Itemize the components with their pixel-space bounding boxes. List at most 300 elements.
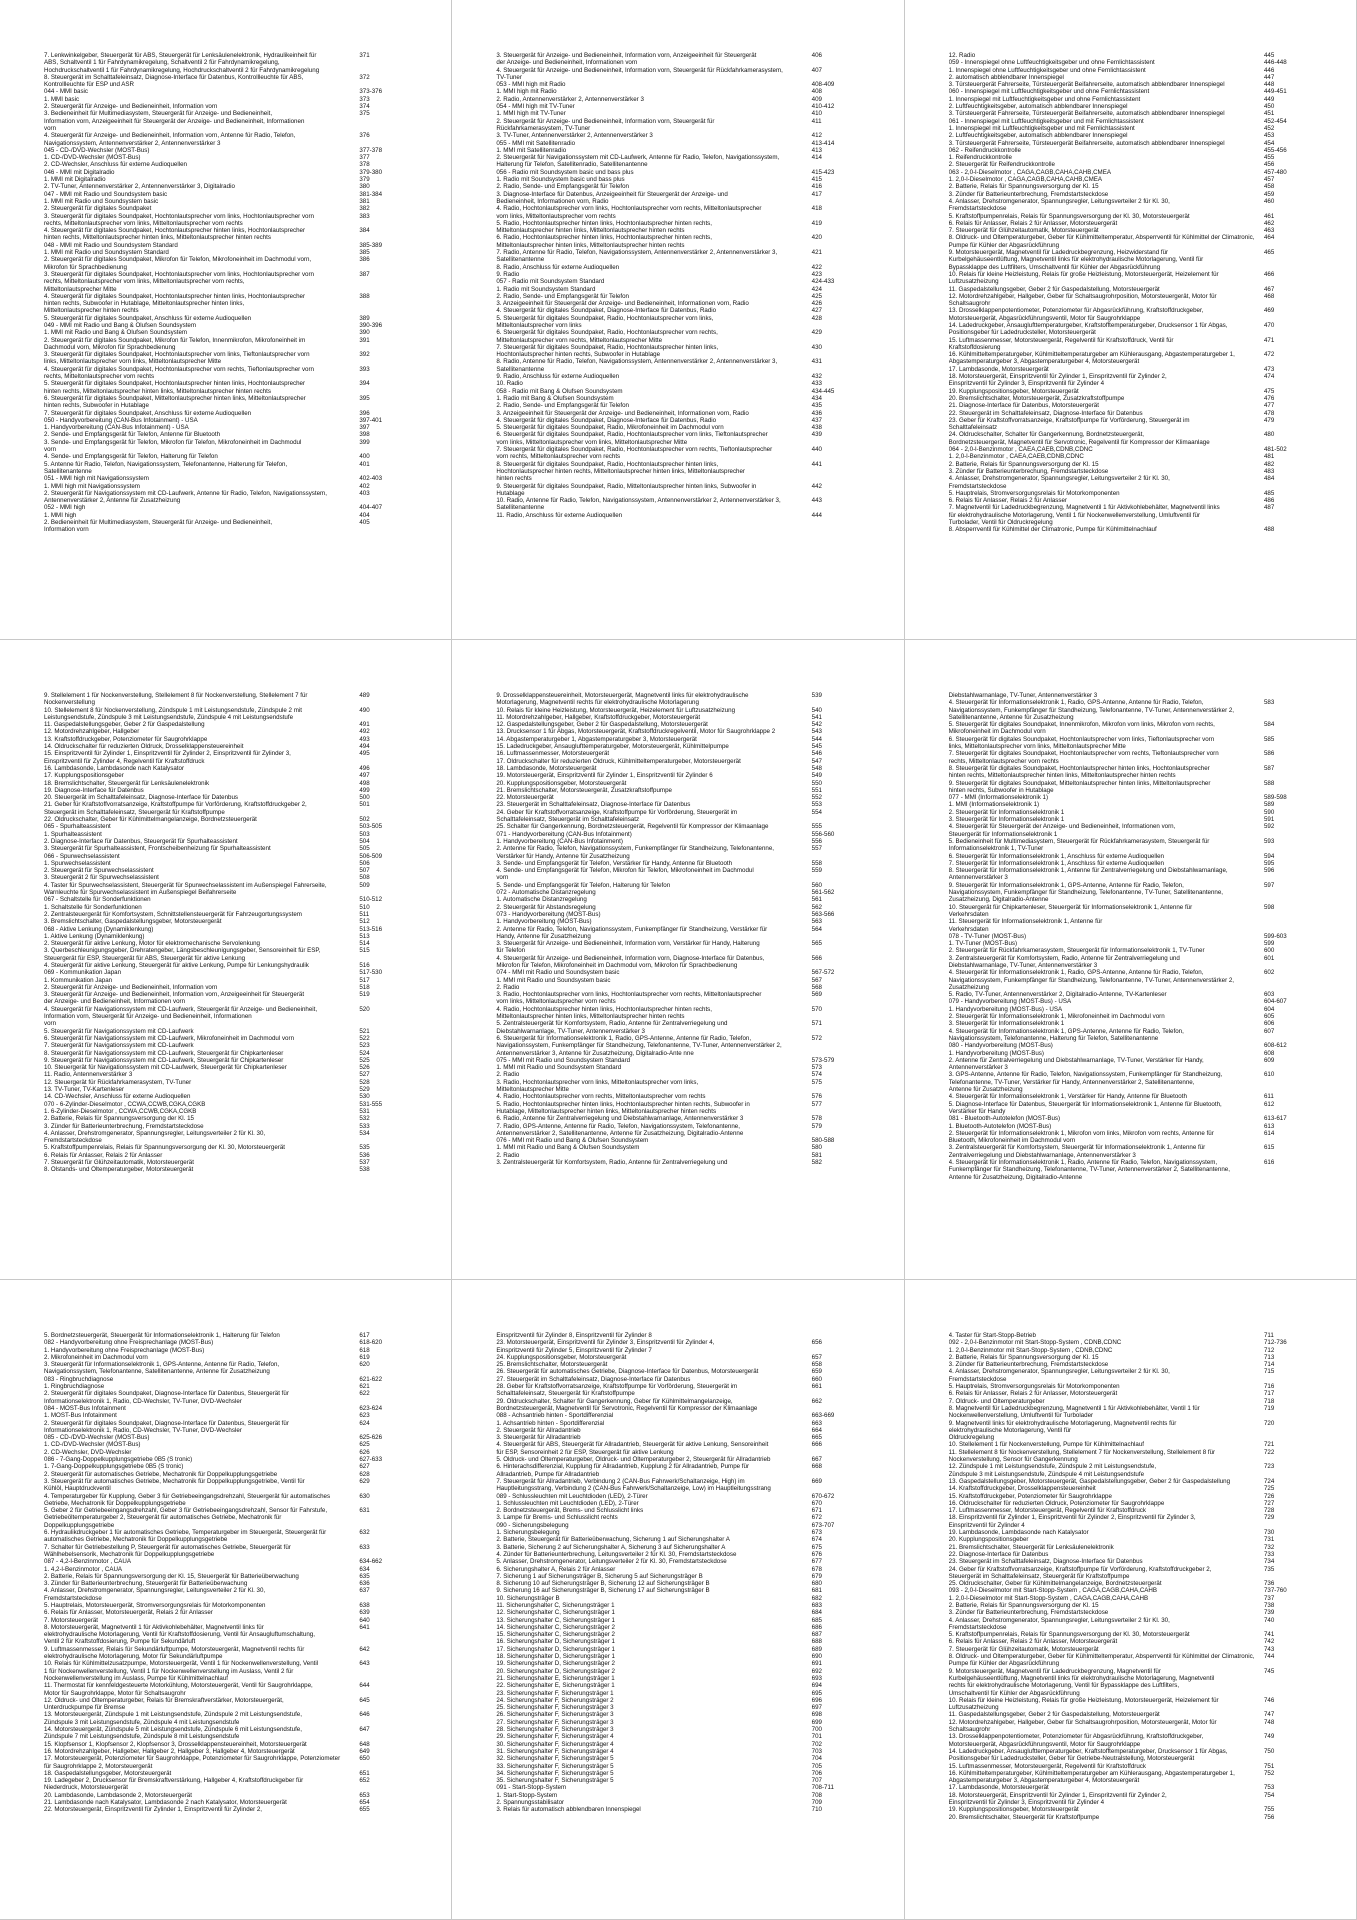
index-entry <box>496 1485 863 1492</box>
index-entry <box>496 1006 863 1013</box>
index-entry <box>44 984 411 991</box>
entry-page-number: 451 <box>1263 110 1275 118</box>
index-entry <box>949 1624 1316 1631</box>
entry-title: 23. Sicherungshalter F, Sicherungsträger 1 <box>496 1689 614 1697</box>
entry-page-number <box>1258 918 1316 925</box>
index-entry <box>949 242 1316 249</box>
entry-title: 1. Innenspiegel mit Luftfeuchtigkeitsgeber und ohne Fernlichtassistent <box>948 95 1141 103</box>
index-entry <box>44 1412 411 1419</box>
index-entry <box>496 1500 863 1507</box>
entry-page-number: 418 <box>811 205 822 213</box>
index-entry <box>949 81 1316 88</box>
entry-title: 050 - Handyvorbereitung (CAN-Bus Infotainment) - USA <box>44 416 198 424</box>
index-entry <box>496 67 863 74</box>
entry-page-number: 633 <box>359 1543 370 1551</box>
entry-page-number <box>806 322 864 329</box>
entry-page-number <box>806 439 864 446</box>
entry-title: 15. Klopfsensor 1, Klopfsensor 2, Klopfsensor 3, Drosselklappensteuereinheit, Motorsteuergerät <box>44 1740 307 1748</box>
entry-page-number: 637 <box>359 1587 370 1595</box>
entry-title: 19. Diagnose-Interface für Datenbus <box>44 786 144 794</box>
entry-page-number: 546 <box>811 750 822 758</box>
entry-title: Einspritzventil für Zylinder 8, Einspritzventil für Zylinder 8 <box>496 1332 652 1339</box>
index-entry <box>949 1777 1316 1784</box>
index-entry <box>496 1558 863 1565</box>
entry-title: 20. Lambdasonde, Lambdasonde 2, Motorsteuergerät <box>44 1791 192 1799</box>
index-entry <box>949 1101 1316 1108</box>
index-entry <box>44 380 411 387</box>
entry-page-number <box>1258 707 1316 714</box>
entry-title: 3. GPS-Antenne, Antenne für Radio, Telefon, Navigationssystem, Funkempfänger für Standheizung, <box>948 1071 1223 1079</box>
entry-page-number: 377 <box>359 154 370 162</box>
index-entry <box>44 1013 411 1020</box>
entry-page-number: 507 <box>359 867 370 875</box>
entry-page-number: 385-389 <box>359 241 383 249</box>
entry-title: 17. Lambdasonde, Motorsteuergerät <box>948 1784 1049 1792</box>
index-entry <box>496 213 863 220</box>
entry-page-number <box>353 67 411 74</box>
index-entry <box>44 264 411 271</box>
entry-page-number: 676 <box>811 1550 822 1558</box>
index-entry <box>496 1123 863 1130</box>
entry-page-number: 738 <box>1263 1601 1275 1609</box>
entry-page-number: 723 <box>1263 1463 1275 1471</box>
entry-page-number <box>1258 692 1316 699</box>
index-entry <box>44 103 411 110</box>
index-entry <box>496 1573 863 1580</box>
entry-title: 1. MMI high mit Navigationssystem <box>44 482 140 490</box>
index-entry <box>496 1544 863 1551</box>
entry-title: 6. Relais für Anlasser, Relais 2 für Anlasser, Motorsteuergerät <box>948 1638 1118 1646</box>
index-entry <box>949 110 1316 117</box>
index-entry <box>44 1690 411 1697</box>
entry-title: Satellitenantenne <box>496 256 545 264</box>
entry-title: Fremdstartsteckdose <box>948 205 1007 213</box>
entry-page-number: 478 <box>1263 409 1275 417</box>
index-entry <box>44 519 411 526</box>
entry-title: 3. Steuergerät für digitales Soundpaket, Hochtonlautsprecher vorn links, Hochtonlautsprecher vorn <box>44 270 314 278</box>
entry-title: 4. Steuergerät für digitales Soundpaket, Diagnose-Interface für Datenbus, Radio <box>496 416 717 424</box>
index-entry <box>44 794 411 801</box>
entry-title: 8. Ölstands- und Öltemperaturgeber, Motorsteuergerät <box>44 1166 194 1174</box>
entry-title: 8. Steuergerät für digitales Soundpaket, Radio, Hochtonlautsprecher hinten links, <box>496 460 719 468</box>
entry-page-number: 669 <box>811 1477 822 1485</box>
index-entry <box>496 1514 863 1521</box>
entry-page-number <box>806 1042 864 1049</box>
entry-page-number <box>1258 831 1316 838</box>
entry-page-number: 734 <box>1263 1558 1275 1566</box>
entry-title: 9. Stellelement 1 für Nockenverstellung, Stellelement 8 für Nockenverstellung, Stellelement 7 für <box>44 692 308 699</box>
index-entry <box>949 750 1316 757</box>
index-entry <box>496 1449 863 1456</box>
index-entry <box>949 721 1316 728</box>
entry-page-number: 387 <box>359 270 370 278</box>
index-entry <box>949 504 1316 511</box>
index-entry <box>44 1595 411 1602</box>
entry-title: 5. Radio, Hochtonlautsprecher hinten links, Hochtonlautsprecher hinten rechts, Subwoofer in <box>496 1100 750 1108</box>
entry-title: 15. Luftmassenmesser, Motorsteuergerät, Regelventil für Kraftstoffdruck <box>948 1762 1146 1770</box>
entry-title: 10. Stellelement 1 für Nockenverstellung, Pumpe für Kühlmittelnachlauf <box>948 1441 1145 1449</box>
entry-title: Kontrollleuchte für ESP und ASR <box>44 81 135 89</box>
index-entry <box>44 118 411 125</box>
entry-page-number <box>806 1130 864 1137</box>
index-entry <box>949 483 1316 490</box>
index-entry <box>496 344 863 351</box>
index-entry <box>44 831 411 838</box>
entry-page-number: 699 <box>811 1718 822 1726</box>
entry-page-number <box>1258 1704 1316 1711</box>
entry-title: 4. Steuergerät für Steuergerät der Anzeige- und Bedieneinheit, Informationen vorn, <box>948 823 1176 831</box>
entry-title: Leistungsendstufe, Zündspule 3 mit Leistungsendstufe, Zündspule 4 mit Leistungsendstufe <box>44 713 294 721</box>
entry-title: 2. Steuergerät für Informationselektronik 1, Mikrofoneinheit im Dachmodul vorn <box>948 1013 1165 1021</box>
index-entry <box>496 118 863 125</box>
entry-title: 2. Sende- und Empfangsgerät für Telefon, Antenne für Bluetooth <box>44 431 221 439</box>
index-entry <box>496 1152 863 1159</box>
entry-title: 2. Steuergerät für Anzeige- und Bedieneinheit, Information vorn <box>44 103 218 111</box>
entry-page-number <box>353 1522 411 1529</box>
entry-title: 5. Hauptrelais, Stromversorgungsrelais für Motorkomponenten <box>948 489 1120 497</box>
entry-title: 078 - TV-Tuner (MOST-Bus) <box>948 932 1027 940</box>
entry-page-number: 390 <box>359 329 370 337</box>
entry-page-number: 452 <box>1263 124 1275 132</box>
entry-page-number: 374 <box>359 103 370 111</box>
entry-page-number: 687 <box>811 1631 822 1639</box>
entry-page-number <box>353 81 411 88</box>
entry-title: Schalttafeleinsatz, Steuergerät für Kraftstoffpumpe <box>496 1390 635 1398</box>
entry-page-number: 402 <box>359 482 370 490</box>
entry-title: 4. Steuergerät für Navigationssystem mit CD-Laufwerk, Steuergerät für Anzeige- und Bedieneinheit, <box>44 1005 318 1013</box>
entry-title: 12. Radio <box>948 52 976 59</box>
entry-page-number: 541 <box>811 713 822 721</box>
index-page <box>905 0 1357 640</box>
entry-page-number: 526 <box>359 1064 370 1072</box>
index-entry <box>496 780 863 787</box>
entry-title: 056 - Radio mit Soundsystem basic und bass plus <box>496 168 634 176</box>
entry-page-number: 635 <box>359 1572 370 1580</box>
entry-page-number: 650 <box>359 1755 370 1763</box>
index-entry <box>44 271 411 278</box>
index-entry <box>44 388 411 395</box>
index-entry <box>949 1675 1316 1682</box>
entry-page-number: 415 <box>811 176 822 184</box>
entry-page-number <box>1258 1086 1316 1093</box>
index-entry <box>949 955 1316 962</box>
entry-title: 18. Lambdasonde, Motorsteuergerät <box>496 764 597 772</box>
entry-page-number <box>806 1347 864 1354</box>
entry-title: 045 - CD-/DVD-Wechsler (MOST-Bus) <box>44 146 150 154</box>
index-entry <box>44 1028 411 1035</box>
index-entry <box>44 707 411 714</box>
index-entry <box>496 1675 863 1682</box>
entry-title: 24. Sicherungshalter F, Sicherungsträger 2 <box>496 1696 614 1704</box>
entry-title: für Saugrohrklappe 2, Motorsteuergerät <box>44 1762 153 1770</box>
entry-page-number: 421 <box>811 249 822 257</box>
index-entry <box>44 1471 411 1478</box>
entry-page-number: 502 <box>359 816 370 824</box>
entry-title: links, Mitteltonlautsprecher vorn links, Mitteltonlautsprecher Mitte <box>948 743 1126 751</box>
entry-page-number <box>353 889 411 896</box>
entry-page-number <box>353 344 411 351</box>
entry-page-number: 609 <box>1263 1056 1275 1064</box>
entry-title: 5. Hauptrelais, Motorsteuergerät, Stromversorgungsrelais für Motorkomponenten <box>44 1601 266 1609</box>
index-entry <box>949 67 1316 74</box>
entry-page-number: 434 <box>811 394 822 402</box>
entry-title: 4. Radio, Hochtonlautsprecher hinten links, Hochtonlautsprecher hinten rechts, <box>496 1005 712 1013</box>
entry-page-number: 706 <box>811 1769 822 1777</box>
entry-page-number: 529 <box>359 1086 370 1094</box>
entry-page-number: 568 <box>811 983 822 991</box>
entry-page-number: 716 <box>1263 1383 1275 1391</box>
entry-title: 5. Steuergerät für digitales Soundpaket, Hochtonlautsprecher hinten links, Hochtonlautsprecher <box>44 380 306 388</box>
entry-title: 1. MMI high mit Radio <box>496 88 557 96</box>
entry-title: 13. Motorsteuergerät, Zündspule 1 mit Leistungsendstufe, Zündspule 2 mit Leistungsendstufe, <box>44 1711 302 1719</box>
entry-title: Hochdruckschaltventil 1 für Fahrdynamikregelung, Hochdruckschaltventil 2 für Fahrdynamikregelung <box>44 66 320 74</box>
entry-title: 3. Steuergerät für digitales Soundpaket, Hochtonlautsprecher vorn links, Tieftonlautsprecher vorn <box>44 351 310 359</box>
entry-title: 14. CD-Wechsler, Anschluss für externe Audioquellen <box>44 1093 191 1101</box>
entry-title: 15. Sicherungshalter C, Sicherungsträger 2 <box>496 1631 615 1639</box>
index-entry <box>949 1086 1316 1093</box>
index-entry <box>44 431 411 438</box>
index-entry <box>496 1595 863 1602</box>
index-entry <box>44 962 411 969</box>
entry-page-number: 562 <box>811 903 822 911</box>
index-entry <box>496 1668 863 1675</box>
entry-page-number: 420 <box>811 234 822 242</box>
entry-page-number: 550 <box>811 779 822 787</box>
entry-title: 31. Sicherungshalter F, Sicherungsträger 4 <box>496 1747 614 1755</box>
entry-title: 20. Sicherungshalter D, Sicherungsträger 2 <box>496 1667 615 1675</box>
entry-page-number: 504 <box>359 837 370 845</box>
entry-page-number: 396 <box>359 409 370 417</box>
entry-title: 6. Hydraulikdruckgeber 1 für automatisches Getriebe, Temperaturgeber im Steuergerät, Steuergerät für <box>44 1529 327 1537</box>
entry-title: 8. Steuergerät für Informationselektronik 1, Antenne für Zentralverriegelung und Diebstahlwarnanlage, <box>948 867 1228 875</box>
index-entry <box>949 329 1316 336</box>
entry-page-number: 493 <box>359 735 370 743</box>
index-entry <box>496 1617 863 1624</box>
index-entry <box>949 1130 1316 1137</box>
index-entry <box>44 1631 411 1638</box>
index-entry <box>949 1799 1316 1806</box>
entry-page-number: 618-620 <box>359 1339 383 1347</box>
index-entry <box>496 256 863 263</box>
entry-title: 2. Steuergerät für Allradantrieb <box>496 1426 581 1434</box>
entry-title: 10. Relais für kleine Heizleistung, Relais für große Heizleistung, Motorsteuergerät, Heizelement für <box>948 1696 1219 1704</box>
entry-page-number: 707 <box>811 1777 822 1785</box>
index-entry <box>496 1050 863 1057</box>
entry-title: 3. Steuergerät für Informationselektronik 1 <box>948 1020 1065 1028</box>
index-entry <box>949 264 1316 271</box>
entry-page-number <box>1258 1064 1316 1071</box>
entry-page-number <box>1258 315 1316 322</box>
entry-title: 13. Kraftstoffdruckgeber, Potenziometer für Saugrohrklappe <box>44 735 208 743</box>
index-entry <box>44 1587 411 1594</box>
entry-title: 10. Stellelement 8 für Nockenverstellung, Zündspule 1 mit Leistungsendstufe, Zündspule 2 mit <box>44 706 302 714</box>
entry-page-number <box>353 234 411 241</box>
index-entry <box>496 483 863 490</box>
entry-page-number <box>806 227 864 234</box>
entry-page-number <box>806 161 864 168</box>
entry-title: 2. Batterie, Relais für Spannungsversorgung der Kl. 15, Steuergerät für Batterieüberwachung <box>44 1572 299 1580</box>
entry-page-number: 503 <box>359 830 370 838</box>
entry-page-number: 506 <box>359 859 370 867</box>
index-entry <box>44 1398 411 1405</box>
entry-title: Turbolader, Ventil für Öldruckregelung <box>948 519 1053 526</box>
entry-title: 12. Öldruck- und Öltemperaturgeber, Relais für Bremskraftverstärker, Motorsteuergerät, <box>44 1696 284 1704</box>
entry-title: 9. Motorsteuergerät, Magnetventil für Ladedruckbegrenzung, Magnetventil für <box>948 1667 1161 1675</box>
index-entry <box>949 1507 1316 1514</box>
entry-title: 083 - Ringbruchdiagnose <box>44 1375 114 1383</box>
index-entry <box>44 81 411 88</box>
entry-title: 23. Geber für Kraftstoffvorratsanzeige, Kraftstoffpumpe für Vorförderung, Steuergerät im <box>948 416 1190 424</box>
entry-page-number: 498 <box>359 779 370 787</box>
entry-page-number: 402-403 <box>359 475 383 483</box>
entry-page-number: 484 <box>1263 475 1275 483</box>
entry-page-number: 459 <box>1263 190 1275 198</box>
entry-title: 4. Sende- und Empfangsgerät für Telefon, Halterung für Telefon <box>44 453 218 461</box>
index-entry <box>949 1137 1316 1144</box>
entry-title: 7. Motorsteuergerät <box>44 1616 98 1624</box>
index-entry <box>949 1354 1316 1361</box>
entry-page-number <box>353 758 411 765</box>
entry-page-number: 685 <box>811 1616 822 1624</box>
index-entry <box>496 453 863 460</box>
index-entry <box>496 1690 863 1697</box>
entry-page-number: 581 <box>811 1151 822 1159</box>
index-entry <box>44 1551 411 1558</box>
entry-page-number <box>1258 1799 1316 1806</box>
entry-page-number: 660 <box>811 1375 822 1383</box>
entry-title: 5. Zentralsteuergerät für Komfortsystem, Radio, Antenne für Zentralverriegelung und <box>496 1020 728 1028</box>
entry-title: 1. Schlussleuchten mit Leuchtdioden (LED), 2-Türer <box>496 1499 639 1507</box>
entry-title: 8. Sicherung 10 auf Sicherungsträger B, Sicherung 12 auf Sicherungsträger B <box>496 1580 710 1588</box>
index-entry <box>496 1463 863 1470</box>
entry-title: 065 - Spurhalteassistent <box>44 823 111 831</box>
entry-title: 24. Geber für Kraftstoffvorratsanzeige, Kraftstoffpumpe für Vorförderung, Kraftstoffdruckgeber 2, <box>948 1565 1212 1573</box>
index-entry <box>44 1558 411 1565</box>
index-entry <box>949 918 1316 925</box>
index-entry <box>496 969 863 976</box>
entry-page-number: 589-598 <box>1263 794 1287 802</box>
entry-title: Getriebeöltemperaturgeber 2, Steuergerät für automatisches Getriebe, Mechatronik für <box>44 1514 282 1522</box>
index-entry <box>44 1354 411 1361</box>
entry-title: 1. Schaltstelle für Sonderfunktionen <box>44 903 142 911</box>
index-entry <box>949 1733 1316 1740</box>
index-entry <box>44 1130 411 1137</box>
index-entry <box>949 933 1316 940</box>
entry-title: 14. Öldruckschalter für reduzierten Öldruck, Drosselklappensteuereinheit <box>44 743 244 751</box>
entry-page-number: 586 <box>1263 750 1275 758</box>
index-entry <box>496 1108 863 1115</box>
entry-page-number: 518 <box>359 983 370 991</box>
index-entry <box>949 1420 1316 1427</box>
entry-page-number: 537 <box>359 1159 370 1166</box>
entry-page-number: 447 <box>1263 73 1275 81</box>
entry-page-number: 552 <box>811 794 822 802</box>
index-entry <box>44 765 411 772</box>
index-entry <box>949 300 1316 307</box>
entry-title: 1. 2,0-l-Dieselmotor , CAGA,CAGB,CAHA,CAHB,CMEA <box>948 176 1103 184</box>
entry-title: 1. TV-Tuner (MOST-Bus) <box>948 940 1018 948</box>
entry-page-number: 630 <box>359 1492 370 1500</box>
entry-title: Kurbelgehäuseentlüftung, Magnetventil links für elektrohydraulische Motorlagerung, Ventil für <box>948 256 1204 264</box>
index-entry <box>949 1159 1316 1166</box>
entry-title: Einspritzventil für Zylinder 4, Regelventil für Kraftstoffdruck <box>44 757 205 765</box>
index-entry <box>496 1631 863 1638</box>
index-entry <box>496 721 863 728</box>
entry-title: 17. Sicherungshalter D, Sicherungsträger 1 <box>496 1645 615 1653</box>
entry-title: rechts, Mitteltonlautsprecher vorn links, Mitteltonlautsprecher vorn rechts, <box>44 278 245 286</box>
entry-page-number: 486 <box>1263 497 1275 505</box>
index-entry <box>496 1748 863 1755</box>
entry-title: Abgastemperaturgeber 3, Abgastemperaturgeber 4, Motorsteuergerät <box>948 358 1140 366</box>
entry-title: 6. Steuergerät für Informationselektronik 1, Anschluss für externe Audioquellen <box>948 852 1164 860</box>
entry-title: 4. Steuergerät für digitales Soundpaket, Hochtonlautsprecher hinten links, Hochtonlautsprecher <box>44 292 306 300</box>
entry-title: Mitteltonlautsprecher vorn rechts, Mitteltonlautsprecher Mitte <box>496 336 663 344</box>
entry-title: 13. Drosselklappenpotentiometer, Potenziometer für Abgasrückführung, Kraftstoffdruckgeber, <box>948 307 1204 315</box>
entry-page-number: 748 <box>1263 1718 1275 1726</box>
index-entry <box>44 227 411 234</box>
index-entry <box>949 526 1316 533</box>
entry-page-number <box>1258 1456 1316 1463</box>
index-entry <box>949 845 1316 852</box>
index-entry <box>496 1427 863 1434</box>
entry-page-number: 611 <box>1263 1093 1274 1101</box>
entry-page-number: 423 <box>811 270 822 278</box>
index-entry <box>44 1427 411 1434</box>
entry-page-number <box>353 699 411 706</box>
index-entry <box>496 1507 863 1514</box>
entry-title: 9. Radio <box>496 270 520 278</box>
entry-title: 16. Sicherungshalter D, Sicherungsträger 1 <box>496 1638 615 1646</box>
entry-page-number <box>806 351 864 358</box>
entry-title: Navigationssystem, Funkempfänger für Standheizung, Telefonantenne, TV-Tuner, Antennenverstärker 2, <box>948 706 1235 714</box>
entry-title: 1. MMI high <box>44 511 77 519</box>
entry-page-number: 508 <box>359 874 370 882</box>
entry-title: 1. MMI mit Radio und Soundsystem basic <box>44 197 159 205</box>
index-entry <box>44 183 411 190</box>
entry-title: Steuergerät im Schalttafeleinsatz, Steuergerät für Kraftstoffpumpe <box>44 808 225 816</box>
entry-page-number: 604-607 <box>1263 998 1287 1006</box>
entry-page-number: 482 <box>1263 460 1275 468</box>
entry-page-number: 404-407 <box>359 504 383 512</box>
index-entry <box>44 366 411 373</box>
index-entry <box>949 758 1316 765</box>
entry-page-number: 470 <box>1263 321 1275 329</box>
entry-title: 1. Aktive Lenkung (Dynamiklenkung) <box>44 932 145 940</box>
index-entry <box>949 977 1316 984</box>
entry-title: Steuergerät für Informationselektronik 1 <box>948 830 1058 838</box>
index-entry <box>44 1086 411 1093</box>
index-entry <box>949 831 1316 838</box>
entry-page-number: 475 <box>1263 387 1275 395</box>
entry-page-number: 571 <box>811 1020 822 1028</box>
index-entry <box>496 1697 863 1704</box>
entry-page-number: 432 <box>811 373 822 381</box>
index-entry <box>44 402 411 409</box>
entry-page-number <box>353 1500 411 1507</box>
entry-page-number: 556-560 <box>811 830 835 838</box>
index-entry <box>949 1784 1316 1791</box>
index-entry <box>949 1123 1316 1130</box>
index-entry <box>44 889 411 896</box>
entry-page-number <box>353 118 411 125</box>
entry-title: Pumpe für Kühler der Abgasrückführung <box>948 1660 1060 1668</box>
entry-page-number: 531 <box>359 1107 370 1115</box>
entry-title: Antennenverstärker 2, Satellitenantenne, Antenne für Zusatzheizung, Digitalradio-Antenne <box>496 1129 744 1137</box>
entry-page-number <box>1258 1035 1316 1042</box>
entry-page-number <box>353 1514 411 1521</box>
index-entry <box>496 1609 863 1616</box>
entry-page-number <box>1258 874 1316 881</box>
